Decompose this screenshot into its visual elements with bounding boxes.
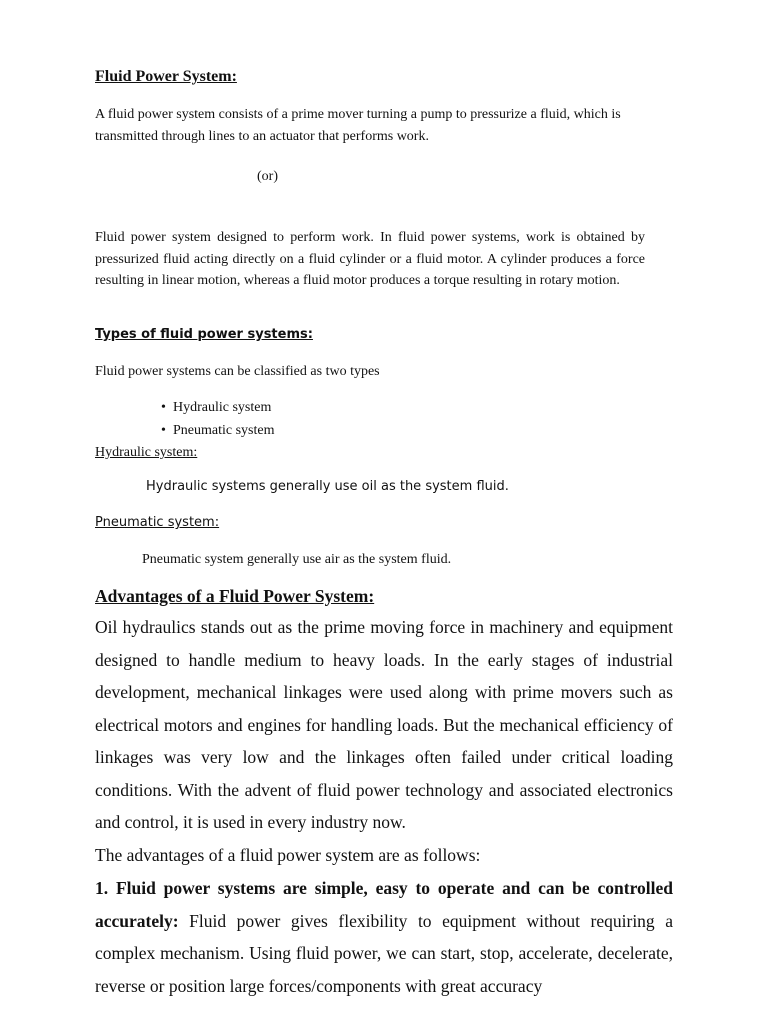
hydraulic-heading: Hydraulic system: [95,445,198,460]
pneumatic-text: Pneumatic system generally use air as the system fluid. [142,552,452,567]
intro-paragraph: A fluid power system consists of a prime mover turning a pump to pressurize a fluid, which is transmitted through lines to an actuator that performs work. [95,107,621,144]
advantage-point-1 [95,872,673,1002]
types-heading: Types of fluid power systems: [95,327,313,342]
pneumatic-heading: Pneumatic system: [95,515,220,530]
point-1-text: Fluid power gives flexibility to equipment without requiring a complex mechanism. Using fluid power, we can start, stop, accelerate, decelerate, reverse or position large forces/components with great accuracy [95,910,673,996]
advantages-heading: Advantages of a Fluid Power System: [95,586,375,606]
definition-paragraph: Fluid power system designed to perform work. In fluid power systems, work is obtained by pressurized fluid acting directly on a fluid cylinder or a fluid motor. A cylinder produces a force resulting in linear motion, whereas a fluid motor produces a torque resulting in rotary motion. [95,230,645,288]
advantages-intro: The advantages of a fluid power system are as follows: [95,845,481,865]
point-1-title: 1. Fluid power systems are simple, easy to operate and can be controlled accurately: [95,878,673,931]
types-list [161,396,711,442]
list-item: • Hydraulic system [161,396,711,419]
advantages-paragraph: Oil hydraulics stands out as the prime moving force in machinery and equipment designed to handle medium to heavy loads. In the early stages of industrial development, mechanical linkages were used along with prime movers such as electrical motors and engines for handling loads. But the mechanical efficiency of linkages was very low and the linkages often failed under critical loading conditions. With the advent of fluid power technology and associated electronics and control, it is used in every industry now. [95,617,673,832]
or-separator: (or) [257,169,278,184]
page-title: Fluid Power System: [95,68,237,85]
types-intro: Fluid power systems can be classified as two types [95,364,380,379]
hydraulic-text: Hydraulic systems generally use oil as the system fluid. [146,479,509,494]
list-item: • Pneumatic system [161,419,711,442]
